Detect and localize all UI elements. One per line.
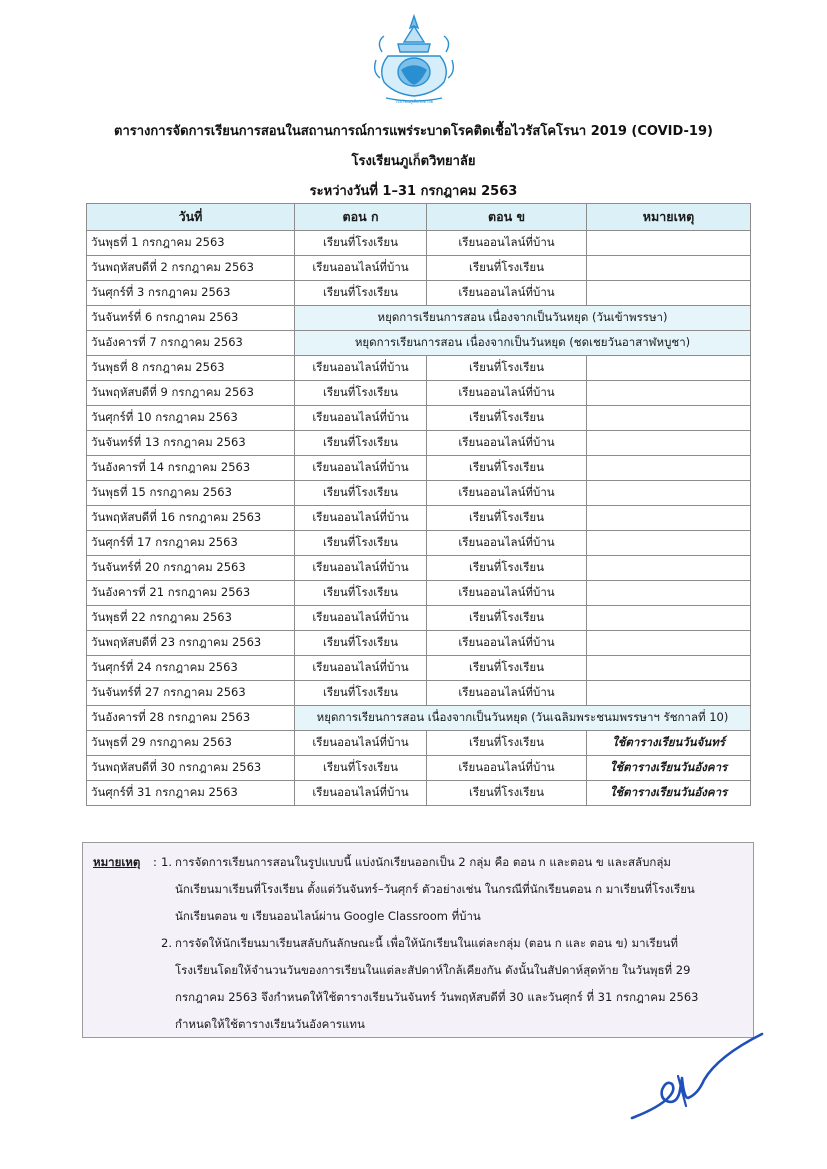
table-row [87,281,751,306]
section-b-cell: เรียนออนไลน์ที่บ้าน [427,681,587,706]
remark-cell [587,681,751,706]
date-cell: วันพฤหัสบดีที่ 30 กรกฎาคม 2563 [87,756,295,781]
section-b-cell: เรียนออนไลน์ที่บ้าน [427,281,587,306]
section-a-cell: เรียนออนไลน์ที่บ้าน [295,656,427,681]
section-a-cell: เรียนที่โรงเรียน [295,681,427,706]
table-row [87,306,751,331]
school-name: โรงเรียนภูเก็ตวิทยาลัย [351,154,476,169]
table-row [87,706,751,731]
table-row [87,406,751,431]
table-row [87,781,751,806]
table-row [87,356,751,381]
table-row [87,381,751,406]
schedule-table [86,203,751,806]
table-row [87,606,751,631]
section-b-cell: เรียนที่โรงเรียน [427,256,587,281]
section-b-cell: เรียนที่โรงเรียน [427,456,587,481]
table-row [87,481,751,506]
schedule-table-body [87,231,751,806]
section-a-cell: เรียนออนไลน์ที่บ้าน [295,556,427,581]
handwritten-signature [628,1028,768,1124]
remark-line: นักเรียนมาเรียนที่โรงเรียน ตั้งแต่วันจันทร์–วันศุกร์ ตัวอย่างเช่น ในกรณีที่นักเรียนตอน ก มาเรียนที่โรงเรียน [175,882,695,896]
remark-cell [587,231,751,256]
document-title: ตารางการจัดการเรียนการสอนในสถานการณ์การแพร่ระบาดโรคติดเชื้อไวรัสโคโรนา 2019 (COVID-19) [114,124,713,139]
date-cell: วันพฤหัสบดีที่ 23 กรกฎาคม 2563 [87,631,295,656]
date-cell: วันพฤหัสบดีที่ 9 กรกฎาคม 2563 [87,381,295,406]
section-b-cell: เรียนออนไลน์ที่บ้าน [427,581,587,606]
holiday-cell: หยุดการเรียนการสอน เนื่องจากเป็นวันหยุด (ชดเชยวันอาสาฬหบูชา) [295,331,751,356]
section-a-cell: เรียนที่โรงเรียน [295,281,427,306]
section-b-cell: เรียนที่โรงเรียน [427,731,587,756]
remark-cell [587,406,751,431]
remark-cell [587,281,751,306]
remark-item [161,849,745,930]
date-cell: วันพฤหัสบดีที่ 2 กรกฎาคม 2563 [87,256,295,281]
remark-line: การจัดการเรียนการสอนในรูปแบบนี้ แบ่งนักเรียนออกเป็น 2 กลุ่ม คือ ตอน ก และตอน ข และสลับกลุ่ม [175,855,671,869]
remark-number: 2. [161,936,172,950]
section-a-cell: เรียนที่โรงเรียน [295,481,427,506]
remark-cell [587,431,751,456]
remark-cell [587,356,751,381]
remark-cell [587,456,751,481]
remark-number: 1. [161,855,172,869]
date-cell: วันจันทร์ที่ 20 กรกฎาคม 2563 [87,556,295,581]
remark-cell: ใช้ตารางเรียนวันจันทร์ [587,731,751,756]
section-a-cell: เรียนที่โรงเรียน [295,431,427,456]
table-row [87,556,751,581]
section-a-cell: เรียนออนไลน์ที่บ้าน [295,256,427,281]
date-cell: วันจันทร์ที่ 6 กรกฎาคม 2563 [87,306,295,331]
section-b-cell: เรียนออนไลน์ที่บ้าน [427,531,587,556]
section-a-cell: เรียนออนไลน์ที่บ้าน [295,606,427,631]
remark-cell [587,556,751,581]
date-range: ระหว่างวันที่ 1–31 กรกฎาคม 2563 [309,184,518,199]
section-a-cell: เรียนออนไลน์ที่บ้าน [295,781,427,806]
section-b-cell: เรียนออนไลน์ที่บ้าน [427,756,587,781]
table-row [87,656,751,681]
table-row [87,456,751,481]
remark-cell [587,506,751,531]
section-b-cell: เรียนที่โรงเรียน [427,781,587,806]
date-cell: วันศุกร์ที่ 10 กรกฎาคม 2563 [87,406,295,431]
section-a-cell: เรียนที่โรงเรียน [295,531,427,556]
section-b-cell: เรียนออนไลน์ที่บ้าน [427,481,587,506]
remark-line: กรกฎาคม 2563 จึงกำหนดให้ใช้ตารางเรียนวันจันทร์ วันพฤหัสบดีที่ 30 และวันศุกร์ ที่ 31 กรกฎาคม 2563 [175,990,699,1004]
table-row [87,256,751,281]
date-cell: วันพุธที่ 29 กรกฎาคม 2563 [87,731,295,756]
section-b-cell: เรียนที่โรงเรียน [427,656,587,681]
remarks-colon: : [153,855,157,869]
section-b-cell: เรียนออนไลน์ที่บ้าน [427,381,587,406]
section-a-cell: เรียนออนไลน์ที่บ้าน [295,406,427,431]
logo-caption: โรงเรียนภูเก็ตวิทยาลัย [394,99,434,104]
table-header-row [87,204,751,231]
section-a-cell: เรียนออนไลน์ที่บ้าน [295,506,427,531]
section-a-cell: เรียนออนไลน์ที่บ้าน [295,356,427,381]
section-b-cell: เรียนที่โรงเรียน [427,556,587,581]
remark-line: โรงเรียนโดยให้จำนวนวันของการเรียนในแต่ละสัปดาห์ใกล้เคียงกัน ดังนั้นในสัปดาห์สุดท้าย ในวันพุธที่ 29 [175,963,691,977]
date-cell: วันอังคารที่ 28 กรกฎาคม 2563 [87,706,295,731]
section-a-cell: เรียนที่โรงเรียน [295,231,427,256]
remark-line: การจัดให้นักเรียนมาเรียนสลับกันลักษณะนี้ เพื่อให้นักเรียนในแต่ละกลุ่ม (ตอน ก และ ตอน ข) มาเรียนที่ [175,936,678,950]
remark-line: กำหนดให้ใช้ตารางเรียนวันอังคารแทน [175,1017,365,1031]
section-a-cell: เรียนที่โรงเรียน [295,631,427,656]
date-cell: วันพุธที่ 22 กรกฎาคม 2563 [87,606,295,631]
remark-cell [587,631,751,656]
remark-cell [587,656,751,681]
section-b-cell: เรียนที่โรงเรียน [427,606,587,631]
section-b-cell: เรียนออนไลน์ที่บ้าน [427,431,587,456]
section-a-cell: เรียนที่โรงเรียน [295,381,427,406]
section-b-cell: เรียนออนไลน์ที่บ้าน [427,231,587,256]
date-cell: วันอังคารที่ 21 กรกฎาคม 2563 [87,581,295,606]
table-row [87,631,751,656]
table-row [87,756,751,781]
date-cell: วันศุกร์ที่ 17 กรกฎาคม 2563 [87,531,295,556]
section-a-cell: เรียนออนไลน์ที่บ้าน [295,456,427,481]
section-a-cell: เรียนที่โรงเรียน [295,756,427,781]
school-emblem-logo [368,12,460,108]
date-cell: วันพฤหัสบดีที่ 16 กรกฎาคม 2563 [87,506,295,531]
date-cell: วันอังคารที่ 14 กรกฎาคม 2563 [87,456,295,481]
remark-cell [587,381,751,406]
date-cell: วันพุธที่ 1 กรกฎาคม 2563 [87,231,295,256]
date-cell: วันพุธที่ 8 กรกฎาคม 2563 [87,356,295,381]
remarks-label: หมายเหตุ [93,855,141,869]
holiday-cell: หยุดการเรียนการสอน เนื่องจากเป็นวันหยุด (วันเฉลิมพระชนมพรรษาฯ รัชกาลที่ 10) [295,706,751,731]
section-a-cell: เรียนที่โรงเรียน [295,581,427,606]
holiday-cell: หยุดการเรียนการสอน เนื่องจากเป็นวันหยุด (วันเข้าพรรษา) [295,306,751,331]
table-row [87,531,751,556]
remark-cell: ใช้ตารางเรียนวันอังคาร [587,781,751,806]
date-cell: วันอังคารที่ 7 กรกฎาคม 2563 [87,331,295,356]
remark-item [161,930,745,1038]
column-header-section-b: ตอน ข [427,204,587,231]
remark-cell [587,581,751,606]
table-row [87,506,751,531]
column-header-section-a: ตอน ก [295,204,427,231]
column-header-date: วันที่ [87,204,295,231]
table-row [87,581,751,606]
section-b-cell: เรียนที่โรงเรียน [427,506,587,531]
date-cell: วันศุกร์ที่ 31 กรกฎาคม 2563 [87,781,295,806]
section-a-cell: เรียนออนไลน์ที่บ้าน [295,731,427,756]
column-header-remarks: หมายเหตุ [587,204,751,231]
date-cell: วันจันทร์ที่ 27 กรกฎาคม 2563 [87,681,295,706]
remark-cell [587,606,751,631]
remark-cell [587,256,751,281]
date-cell: วันศุกร์ที่ 24 กรกฎาคม 2563 [87,656,295,681]
table-row [87,731,751,756]
table-row [87,231,751,256]
date-cell: วันจันทร์ที่ 13 กรกฎาคม 2563 [87,431,295,456]
table-row [87,681,751,706]
remarks-box [82,842,754,1038]
table-row [87,331,751,356]
section-b-cell: เรียนที่โรงเรียน [427,356,587,381]
remark-cell [587,481,751,506]
section-b-cell: เรียนออนไลน์ที่บ้าน [427,631,587,656]
date-cell: วันศุกร์ที่ 3 กรกฎาคม 2563 [87,281,295,306]
table-row [87,431,751,456]
section-b-cell: เรียนที่โรงเรียน [427,406,587,431]
remark-cell: ใช้ตารางเรียนวันอังคาร [587,756,751,781]
date-cell: วันพุธที่ 15 กรกฎาคม 2563 [87,481,295,506]
remark-line: นักเรียนตอน ข เรียนออนไลน์ผ่าน Google Classroom ที่บ้าน [175,909,481,923]
remark-cell [587,531,751,556]
